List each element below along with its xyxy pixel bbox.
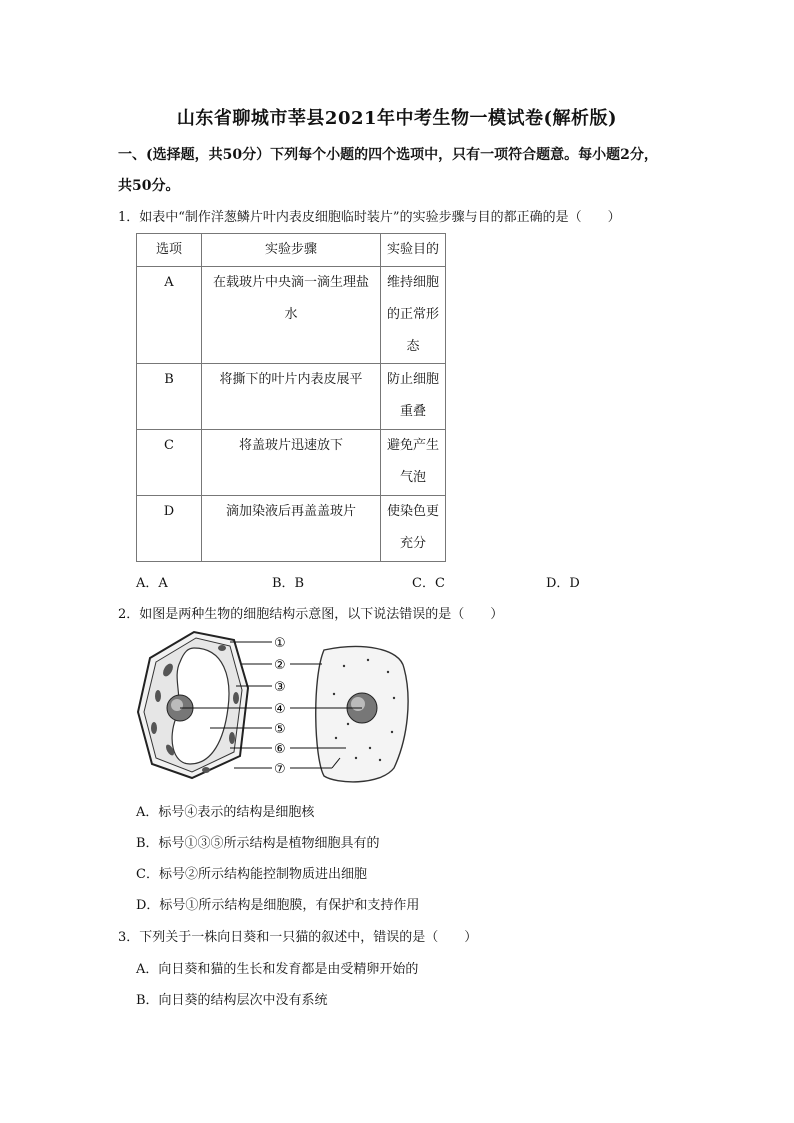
table-cell-purpose — [381, 496, 446, 562]
table-cell-option: A — [137, 267, 202, 364]
q3-option-b[interactable]: B．向日葵的结构层次中没有系统 — [136, 993, 328, 1008]
table-cell-step — [202, 496, 381, 562]
purpose-text: 气泡 — [399, 470, 426, 485]
purpose-text: 的正常形 — [386, 307, 439, 322]
section-line-1: 一、(选择题，共50分）下列每个小题的四个选项中，只有一项符合题意。每小题2分， — [118, 147, 658, 163]
table-row — [137, 267, 446, 364]
table-header: 实验目的 — [381, 234, 446, 267]
purpose-text: 使染色更 — [386, 504, 439, 519]
q2-option-d[interactable]: D．标号①所示结构是细胞膜，有保护和支持作用 — [136, 898, 420, 913]
q1-option-a[interactable]: A．A — [136, 576, 168, 591]
question-1-stem: 1．如表中“制作洋葱鳞片叶内表皮细胞临时装片”的实验步骤与目的都正确的是（ ） — [118, 210, 621, 225]
table-header: 实验步骤 — [202, 234, 381, 267]
q2-option-c[interactable]: C．标号②所示结构能控制物质进出细胞 — [136, 867, 367, 882]
question-2-stem: 2．如图是两种生物的细胞结构示意图，以下说法错误的是（ ） — [118, 607, 504, 622]
dot — [369, 747, 371, 749]
animal-nucleolus — [351, 697, 365, 711]
plant-nucleolus — [171, 699, 183, 711]
dot — [343, 665, 345, 667]
section-instructions — [118, 140, 680, 202]
q1-option-c[interactable]: C．C — [412, 576, 445, 591]
diagram-label-4: ④ — [274, 702, 286, 717]
q1-option-b[interactable]: B．B — [272, 576, 305, 591]
table-header-row — [137, 234, 446, 267]
table-cell-option: B — [137, 364, 202, 430]
step-text: 滴加染液后再盖盖玻片 — [225, 504, 356, 519]
diagram-label-7: ⑦ — [274, 762, 286, 777]
chloroplast — [155, 690, 161, 702]
dot — [367, 659, 369, 661]
diagram-label-2: ② — [274, 658, 286, 673]
dot — [391, 731, 393, 733]
table-cell-purpose — [381, 267, 446, 364]
chloroplast — [229, 732, 235, 744]
q3-option-a[interactable]: A．向日葵和猫的生长和发育都是由受精卵开始的 — [136, 962, 419, 977]
table-row — [137, 430, 446, 496]
table-row — [137, 364, 446, 430]
chloroplast — [233, 692, 239, 704]
q2-option-a[interactable]: A．标号④表示的结构是细胞核 — [136, 805, 315, 820]
step-text: 将盖玻片迅速放下 — [238, 438, 343, 453]
chloroplast — [202, 767, 210, 773]
dot — [355, 757, 357, 759]
question-3-stem: 3．下列关于一株向日葵和一只猫的叙述中，错误的是（ ） — [118, 930, 478, 945]
purpose-text: 避免产生 — [386, 438, 439, 453]
step-text: 在载玻片中央滴一滴生理盐 — [212, 275, 369, 290]
dot — [387, 671, 389, 673]
table-cell-purpose — [381, 364, 446, 430]
table-cell-step — [202, 267, 381, 364]
q1-option-d[interactable]: D．D — [546, 576, 580, 591]
diagram-label-6: ⑥ — [274, 742, 286, 757]
diagram-label-3: ③ — [274, 680, 286, 695]
diagram-label-5: ⑤ — [274, 722, 286, 737]
dot — [333, 693, 335, 695]
step-text: 水 — [284, 307, 298, 322]
purpose-text: 维持细胞 — [386, 275, 439, 290]
purpose-text: 态 — [406, 339, 420, 354]
table-cell-option: C — [137, 430, 202, 496]
purpose-text: 充分 — [399, 536, 426, 551]
dot — [393, 697, 395, 699]
chloroplast — [151, 722, 157, 734]
cell-diagram — [132, 628, 432, 788]
dot — [379, 759, 381, 761]
q2-option-b[interactable]: B．标号①③⑤所示结构是植物细胞具有的 — [136, 836, 380, 851]
purpose-text: 防止细胞 — [386, 372, 439, 387]
purpose-text: 重叠 — [399, 404, 426, 419]
page-title: 山东省聊城市莘县2021年中考生物一模试卷(解析版) — [176, 108, 618, 129]
table-cell-step — [202, 430, 381, 496]
step-text: 将撕下的叶片内表皮展平 — [219, 372, 363, 387]
table-cell-step — [202, 364, 381, 430]
dot — [335, 737, 337, 739]
diagram-label-1: ① — [274, 636, 286, 651]
chloroplast — [218, 645, 226, 651]
experiment-table — [136, 233, 446, 562]
table-header: 选项 — [137, 234, 202, 267]
table-cell-purpose — [381, 430, 446, 496]
section-line-2: 共50分。 — [118, 178, 180, 194]
table-row — [137, 496, 446, 562]
dot — [347, 723, 349, 725]
table-cell-option: D — [137, 496, 202, 562]
